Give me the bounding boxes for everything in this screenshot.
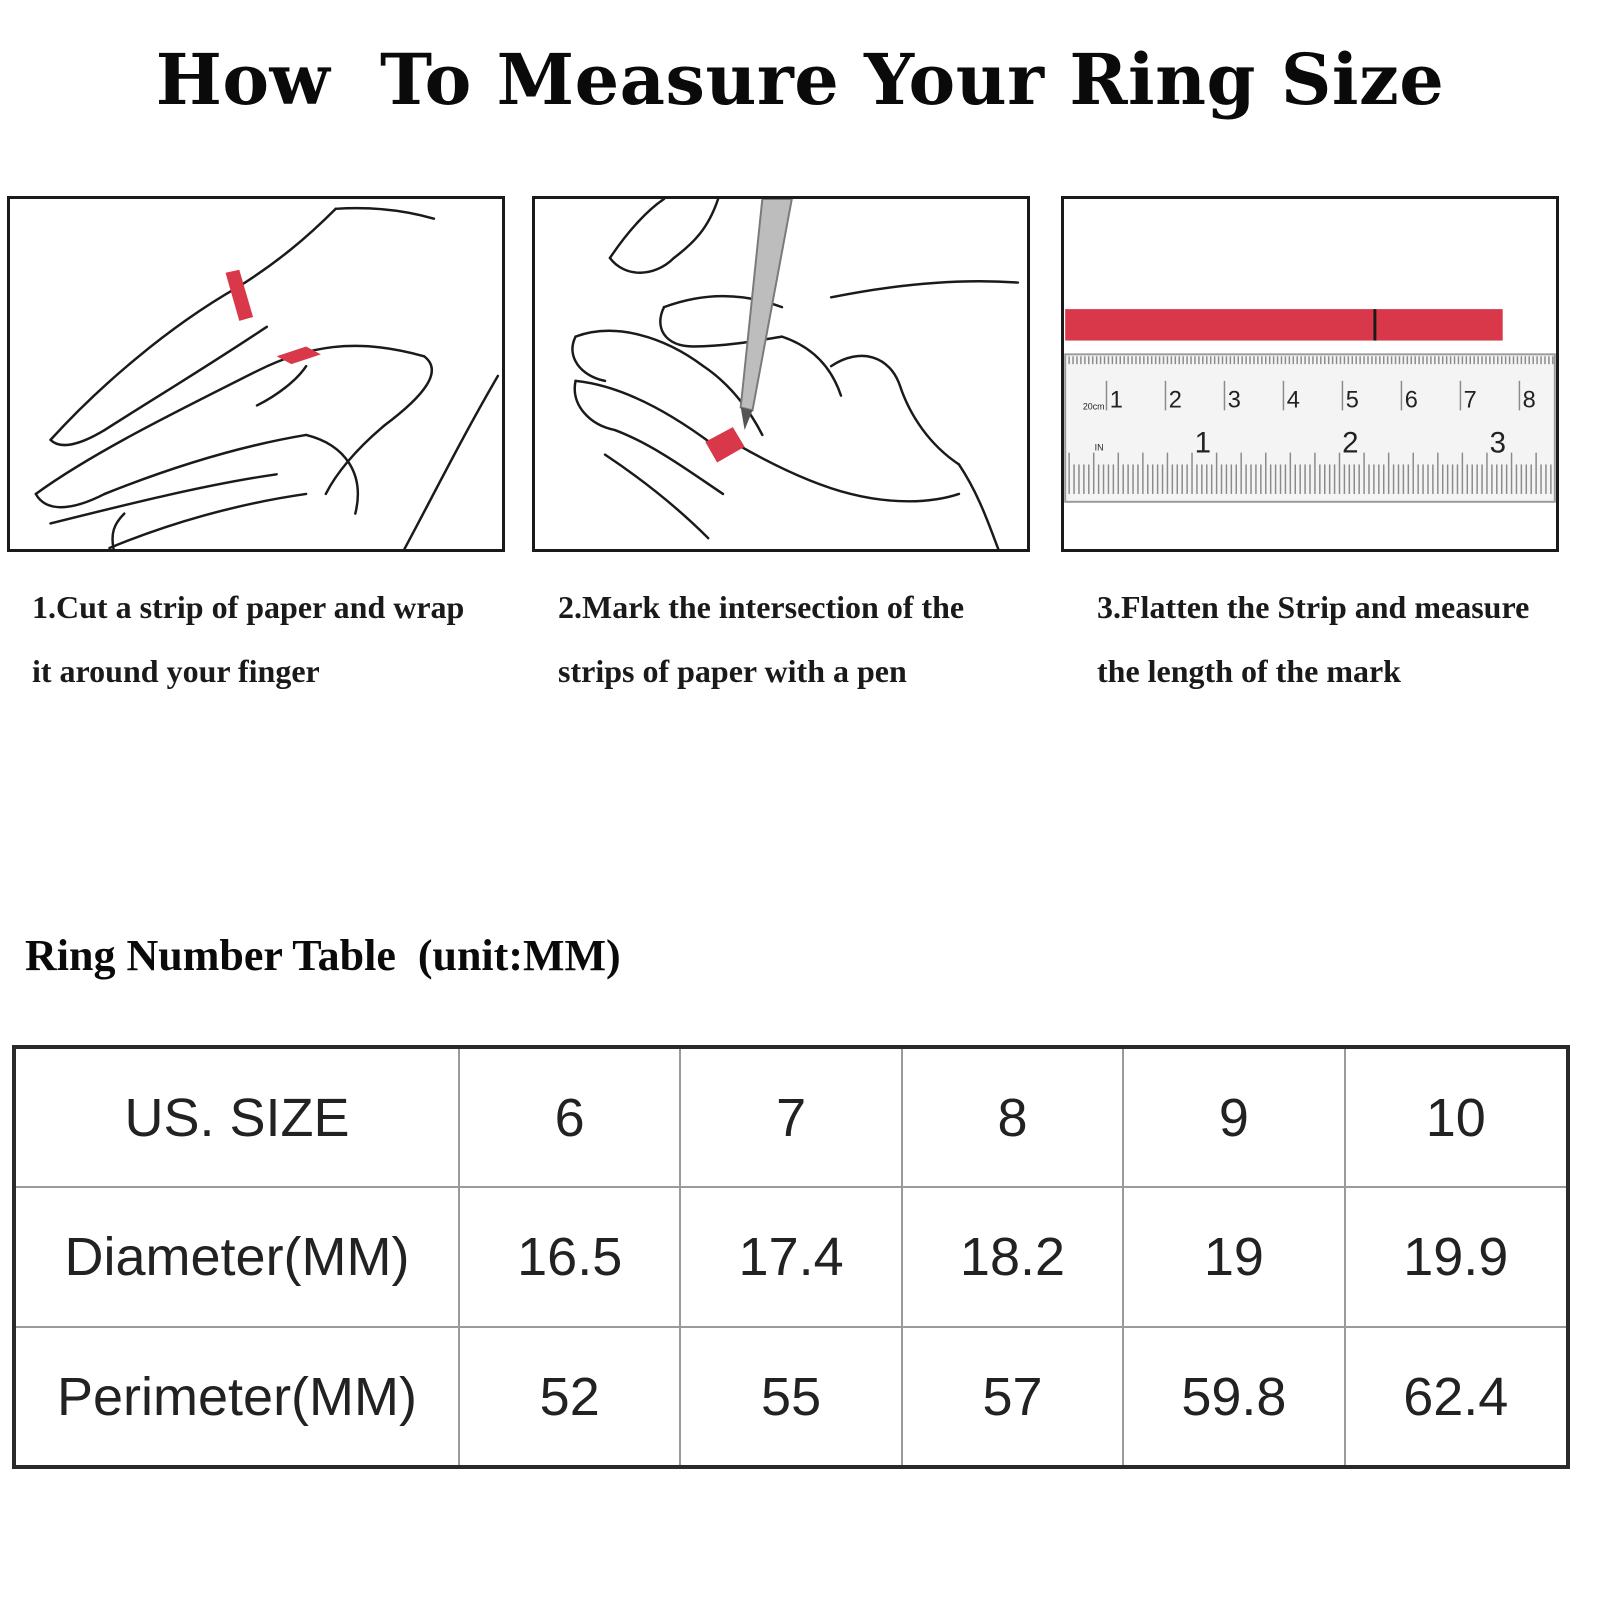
ruler-inch-label: 3 [1489, 426, 1506, 460]
step-1-line-2: it around your finger [32, 653, 320, 689]
ruler-cm-label: 3 [1227, 386, 1241, 413]
page-title: How To Measure Your Ring Size [155, 38, 1445, 121]
ruler-inch-unit: IN [1094, 442, 1104, 453]
table-cell: 8 [902, 1047, 1123, 1187]
step-1-illustration [7, 196, 505, 552]
table-cell: 57 [902, 1327, 1123, 1467]
ruler-inch-label: 2 [1342, 426, 1359, 460]
table-cell: 19 [1123, 1187, 1344, 1327]
hand-wrap-illustration [10, 199, 502, 549]
red-paper-strip [226, 270, 321, 364]
table-row-diameter [14, 1187, 1568, 1327]
step-3-line-1: 3.Flatten the Strip and measure [1097, 589, 1530, 625]
red-paper-strip [705, 427, 744, 462]
table-cell: 6 [459, 1047, 680, 1187]
ruler-cm-label: 4 [1286, 386, 1300, 413]
table-cell: 19.9 [1345, 1187, 1568, 1327]
ruler-cm-label: 2 [1168, 386, 1182, 413]
table-cell: 17.4 [680, 1187, 901, 1327]
table-title: Ring Number Table (unit:MM) [25, 931, 621, 980]
pen-icon [741, 199, 792, 430]
table-cell: 18.2 [902, 1187, 1123, 1327]
table-cell: 7 [680, 1047, 901, 1187]
step-2-line-2: strips of paper with a pen [558, 653, 907, 689]
table-cell: 16.5 [459, 1187, 680, 1327]
table-cell: 52 [459, 1327, 680, 1467]
table-cell: 9 [1123, 1047, 1344, 1187]
ruler-inch-label: 1 [1194, 426, 1212, 460]
row-label: US. SIZE [14, 1047, 459, 1187]
ruler-cm-label: 6 [1404, 386, 1418, 413]
ruler-cm-label: 8 [1522, 386, 1536, 413]
ruler-illustration [1064, 199, 1556, 549]
ruler-cm-label: 7 [1463, 386, 1477, 413]
table-cell: 59.8 [1123, 1327, 1344, 1467]
step-3-caption [1097, 575, 1600, 703]
step-2-caption [558, 575, 1078, 703]
ruler-cm-label: 5 [1345, 386, 1359, 413]
step-3-illustration [1061, 196, 1559, 552]
step-3-line-2: the length of the mark [1097, 653, 1401, 689]
step-1-caption [32, 575, 552, 703]
table-cell: 62.4 [1345, 1327, 1568, 1467]
step-2-illustration [532, 196, 1030, 552]
table-row-us-size [14, 1047, 1568, 1187]
ring-size-table [12, 1045, 1570, 1469]
red-paper-strip [1065, 309, 1503, 340]
step-2-line-1: 2.Mark the intersection of the [558, 589, 965, 625]
pen-marking-illustration [535, 199, 1027, 549]
table-cell: 10 [1345, 1047, 1568, 1187]
ruler-cm-unit: 20cm [1082, 401, 1105, 412]
row-label: Perimeter(MM) [14, 1327, 459, 1467]
row-label: Diameter(MM) [14, 1187, 459, 1327]
step-1-line-1: 1.Cut a strip of paper and wrap [32, 589, 465, 625]
table-row-perimeter [14, 1327, 1568, 1467]
table-cell: 55 [680, 1327, 901, 1467]
ruler-cm-label: 1 [1109, 386, 1123, 413]
